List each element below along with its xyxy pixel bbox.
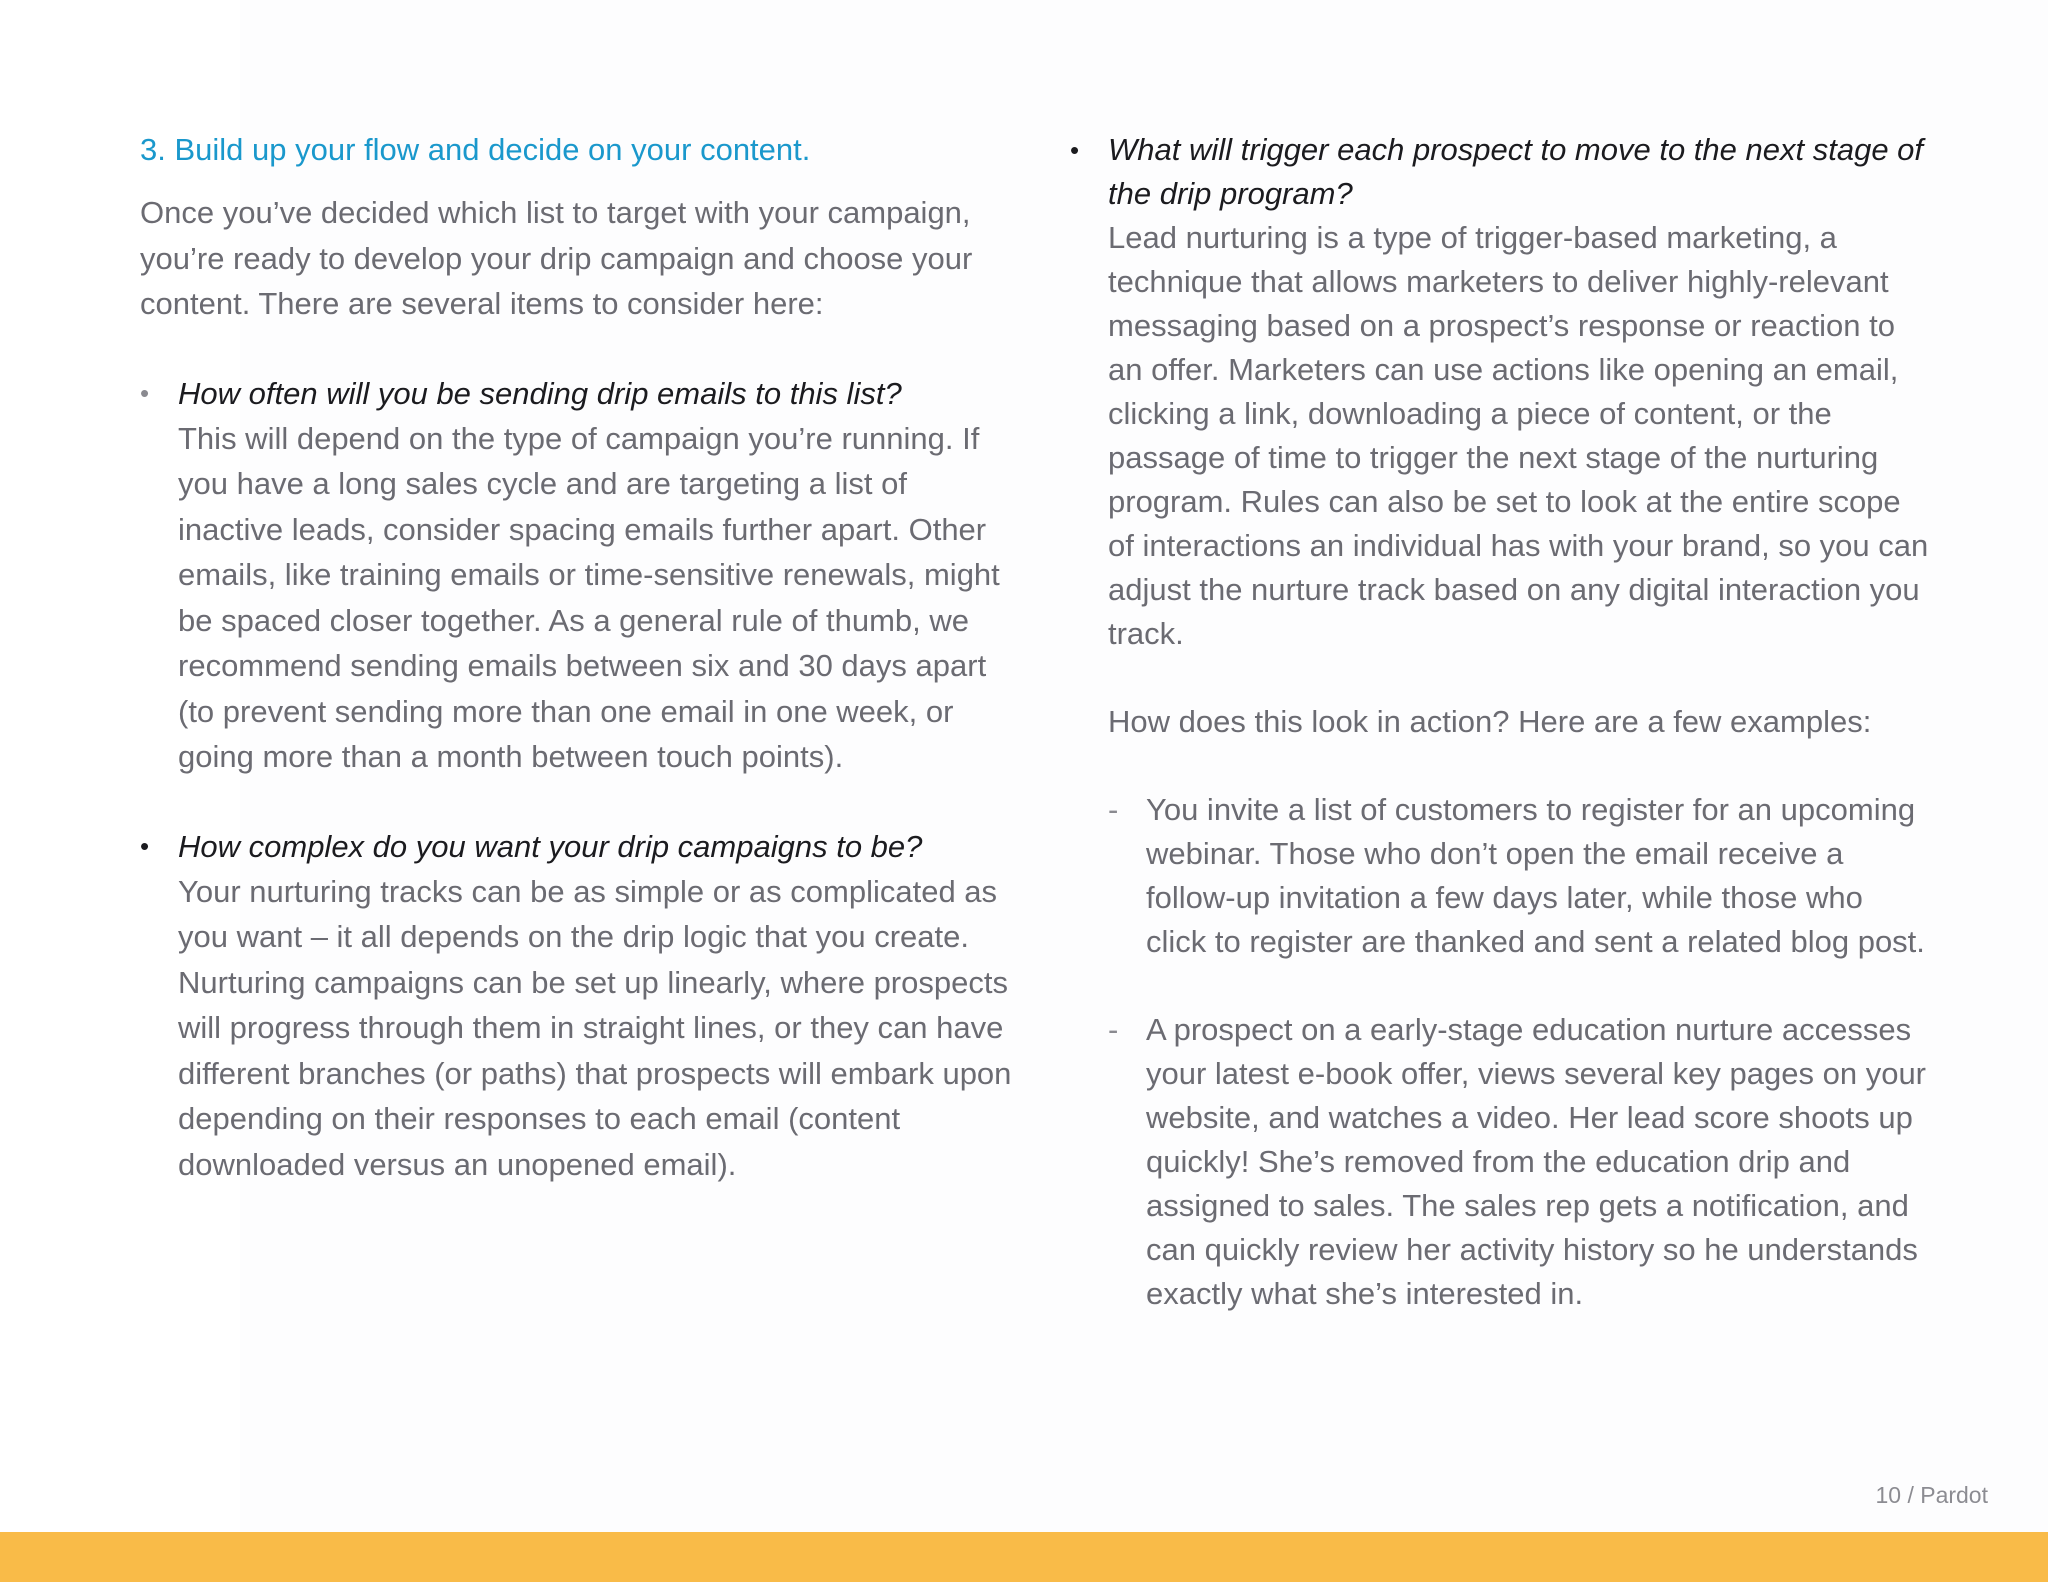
example-text: You invite a list of customers to register for an upcoming webinar. Those who don’t open the email receive a follow-up invitation a few days later, while those who click to register are thanked and sent a related blog post. [1146, 792, 1925, 959]
examples-block [1070, 700, 1930, 1316]
right-column [1070, 128, 1930, 1316]
bullet-marker: • [1070, 135, 1080, 165]
dash-marker: - [1108, 1012, 1119, 1047]
example-text: A prospect on a early-stage education nurture accesses your latest e-book offer, views several key pages on your website, and watches a video. Her lead score shoots up quickly! She’s removed from the education drip and assigned to sales. The sales rep gets a notification, and can quickly review her activity history so he understands exactly what she’s interested in. [1146, 1012, 1927, 1311]
bullet-marker: • [140, 830, 150, 861]
example-item-webinar [1108, 788, 1930, 964]
example-item-prospect [1108, 1008, 1930, 1316]
intro-paragraph: Once you’ve decided which list to target with your campaign, you’re ready to develop your drip campaign and choose your content. There are several items to consider here: [140, 195, 973, 321]
bullet-item-frequency [140, 371, 1020, 780]
bullet-answer: Your nurturing tracks can be as simple or as complicated as you want – it all depends on the drip logic that you create. Nurturing campaigns can be set up linearly, where prospects will progress through them in straight lines, or they can have different branches (or paths) that prospects will embark upon depending on their responses to each email (content downloaded versus an unopened email). [178, 873, 1012, 1182]
dash-marker: - [1108, 792, 1119, 827]
bullet-answer: Lead nurturing is a type of trigger-based marketing, a technique that allows marketers to deliver highly-relevant messaging based on a prospect’s response or reaction to an offer. Marketers can use actions like opening an email, clicking a link, downloading a piece of content, or the passage of time to trigger the next stage of the nurturing program. Rules can also be set to look at the entire scope of interactions an individual has with your brand, so you can adjust the nurture track based on any digital interaction you track. [1108, 220, 1929, 651]
left-column [140, 128, 1020, 1187]
footer-accent-bar [0, 1532, 2048, 1582]
bullet-marker: • [140, 377, 150, 408]
bullet-question: What will trigger each prospect to move to the next stage of the drip program? [1108, 132, 1924, 211]
bullet-question: How often will you be sending drip emails to this list? [178, 375, 902, 411]
bullet-item-trigger [1070, 128, 1930, 656]
bullet-item-complexity [140, 824, 1020, 1188]
bullet-answer: This will depend on the type of campaign you’re running. If you have a long sales cycle and are targeting a list of inactive leads, consider spacing emails further apart. Other emails, like training emails or time-sensitive renewals, might be spaced closer together. As a general rule of thumb, we recommend sending emails between six and 30 days apart (to prevent sending more than one email in one week, or going more than a month between touch points). [178, 420, 1000, 774]
section-heading: 3. Build up your flow and decide on your content. [140, 132, 811, 167]
bullet-question: How complex do you want your drip campaigns to be? [178, 828, 923, 864]
page-number-label: 10 / Pardot [1875, 1482, 1988, 1508]
examples-intro: How does this look in action? Here are a few examples: [1108, 704, 1872, 739]
